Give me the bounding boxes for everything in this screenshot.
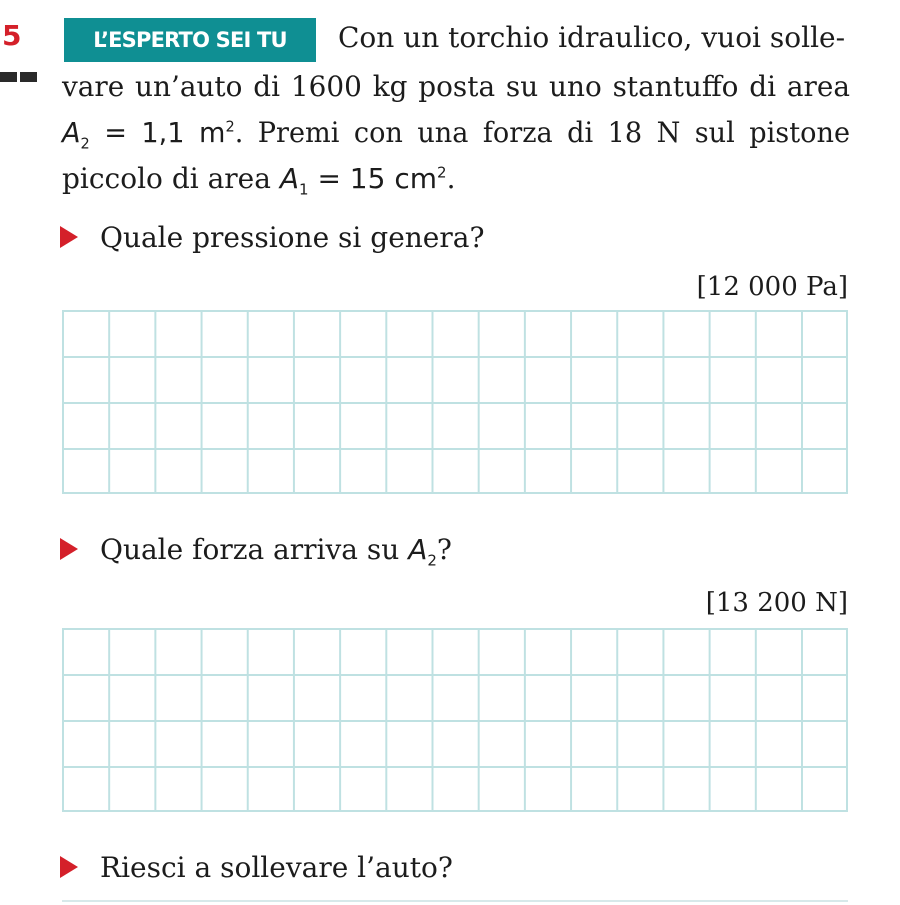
question-3	[60, 848, 453, 888]
problem-line-4-post: .	[446, 162, 456, 195]
red-triangle-bullet-icon	[60, 226, 78, 248]
problem-line-2: vare un’auto di 1600 kg posta su uno stantuffo di area	[62, 70, 850, 103]
answer-1: [12 000 Pa]	[696, 272, 848, 302]
area-exponent: 2	[437, 163, 447, 182]
red-triangle-bullet-icon	[60, 856, 78, 878]
question-3-text: Riesci a sollevare l’auto?	[100, 851, 453, 884]
answer-grid-2[interactable]	[62, 628, 848, 812]
area-subscript: 1	[299, 180, 309, 199]
question-2	[60, 530, 452, 570]
question-2-text: Quale forza arriva su	[100, 533, 409, 566]
divider	[62, 900, 848, 902]
area-exponent: 2	[225, 117, 235, 136]
section-badge: L’ESPERTO SEI TU	[64, 18, 316, 62]
question-2-end: ?	[436, 533, 452, 566]
problem-line-4	[62, 159, 455, 199]
answer-grid-1[interactable]	[62, 310, 848, 494]
area-value: = 15 cm	[308, 162, 438, 195]
problem-line-3-rest: . Premi con una forza di 18 N sul pistone	[234, 116, 850, 149]
area-symbol: A	[408, 533, 428, 566]
question-1	[60, 218, 484, 258]
question-1-text: Quale pressione si genera?	[100, 221, 485, 254]
problem-line-4-pre: piccolo di area	[62, 162, 280, 195]
area-symbol: A	[279, 162, 299, 195]
exercise-number: 5	[2, 19, 22, 52]
difficulty-marker	[0, 72, 40, 82]
answer-2: [13 200 N]	[705, 588, 848, 618]
problem-line-3	[62, 113, 850, 153]
area-subscript: 2	[80, 134, 90, 153]
area-value: = 1,1 m	[89, 116, 226, 149]
problem-line-1: Con un torchio idraulico, vuoi solle-	[338, 21, 846, 54]
area-symbol: A	[62, 116, 81, 149]
area-subscript: 2	[427, 551, 437, 570]
red-triangle-bullet-icon	[60, 538, 78, 560]
